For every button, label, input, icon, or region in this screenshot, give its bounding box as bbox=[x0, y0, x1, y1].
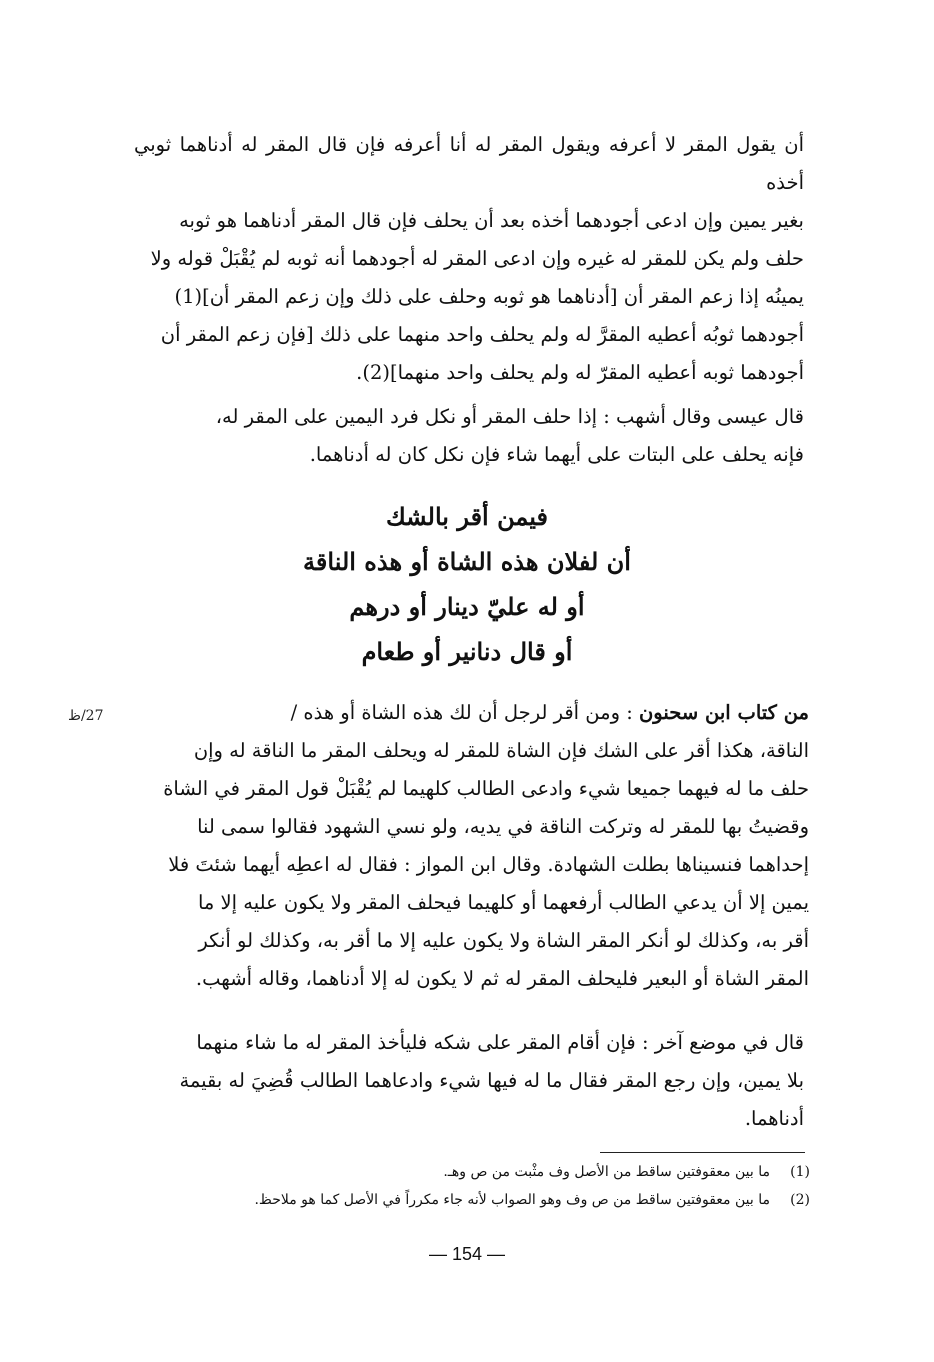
text-line: قال عيسى وقال أشهب : إذا حلف المقر أو نكل فرد اليمين على المقر له، bbox=[215, 405, 804, 428]
footnote-text: ما بين معقوفتين ساقط من ص وف وهو الصواب لأنه جاء مكرراً في الأصل كما هو ملاحظ. bbox=[254, 1192, 770, 1208]
paragraph-1 bbox=[134, 126, 804, 392]
text-line: حلف ما له فيهما جميعا شيء وادعى الطالب كلهيما لم يُقْبَلْ قول المقر في الشاة bbox=[163, 777, 809, 800]
paragraph-2 bbox=[134, 398, 804, 474]
text-line: حلف ولم يكن للمقر له غيره وإن ادعى المقر له أجودهما أنه ثوبه لم يُقْبَلْ قوله ولا bbox=[150, 247, 804, 270]
text-line: أدناهما. bbox=[744, 1107, 804, 1130]
footnote bbox=[134, 1186, 810, 1214]
text-line: وقضيتُ بها للمقر له وتركت الناقة في يديه، ولو نسي الشهود فقالوا سمى لنا bbox=[197, 815, 809, 838]
margin-folio-note: 27/ظ bbox=[68, 708, 104, 724]
footnote-divider bbox=[600, 1152, 805, 1153]
text-line: أجودهما ثوبه أعطيه المقرّ له ولم يحلف واحد منهما](2). bbox=[356, 361, 804, 384]
text-line: أجودهما ثوبُه أعطيه المقرَّ له ولم يحلف واحد منهما على ذلك [فإن زعم المقر أن bbox=[160, 323, 804, 346]
heading-line: أن لفلان هذه الشاة أو هذه الناقة bbox=[303, 547, 631, 576]
text-line: فإنه يحلف على البتات على أيهما شاء فإن نكل كان له أدناهما. bbox=[309, 443, 804, 466]
text-fragment: : ومن أقر لرجل أن لك هذه الشاة أو هذه / bbox=[290, 701, 639, 724]
heading-line: فيمن أقر بالشك bbox=[386, 502, 548, 531]
text-line: الناقة، هكذا أقر على الشك فإن الشاة للمقر له ويحلف المقر ما الناقة له وإن bbox=[193, 739, 809, 762]
heading-line: أو قال دنانير أو طعام bbox=[361, 637, 573, 666]
text-line: أقر به، وكذلك لو أنكر المقر الشاة ولا يكون عليه إلا ما أقر به، وكذلك لو أنكر bbox=[198, 929, 809, 952]
text-line: يمين إلا أن يدعي الطالب أرفعهما أو كلهيما فيحلف المقر ولا يكون عليه إلا ما bbox=[197, 891, 809, 914]
text-line: بلا يمين، وإن رجع المقر فقال ما له فيها شيء وادعاهما الطالب قُضِيَ له بقيمة bbox=[179, 1069, 804, 1092]
section-heading bbox=[0, 494, 934, 674]
text-line: المقر الشاة أو البعير فليحلف المقر له ثم لا يكون له إلا أدناهما، وقاله أشهب. bbox=[195, 967, 809, 990]
footnotes bbox=[134, 1158, 810, 1214]
source-citation: من كتاب ابن سحنون bbox=[638, 701, 809, 724]
heading-line: أو له عليّ دينار أو درهم bbox=[349, 592, 585, 621]
text-line: بغير يمين وإن ادعى أجودهما أخذه بعد أن يحلف فإن قال المقر أدناهما هو ثوبه bbox=[179, 209, 804, 232]
text-line: أن يقول المقر لا أعرفه ويقول المقر له أنا أعرفه فإن قال المقر له أدناهما ثوبي أخذه bbox=[134, 133, 804, 194]
footnote-text: ما بين معقوفتين ساقط من الأصل وف مثْبت من ص وهـ. bbox=[443, 1164, 770, 1180]
page-number: — 154 — bbox=[428, 1244, 506, 1264]
paragraph-3 bbox=[134, 694, 809, 998]
footnote-number: (1) bbox=[790, 1164, 810, 1180]
paragraph-4 bbox=[134, 1024, 804, 1138]
text-line: قال في موضع آخر : فإن أقام المقر على شكه فليأخذ المقر له ما شاء منهما bbox=[196, 1031, 804, 1054]
text-line: يمينُه إذا زعم المقر أن [أدناهما هو ثوبه وحلف على ذلك وإن زعم المقر أن](1) bbox=[174, 285, 804, 308]
text-line bbox=[134, 694, 809, 732]
text-line: إحداهما فنسيناها بطلت الشهادة. وقال ابن المواز : فقال له اعطِه أيهما شئتَ فلا bbox=[168, 853, 809, 876]
footnote-number: (2) bbox=[790, 1192, 810, 1208]
footnote bbox=[134, 1158, 810, 1186]
